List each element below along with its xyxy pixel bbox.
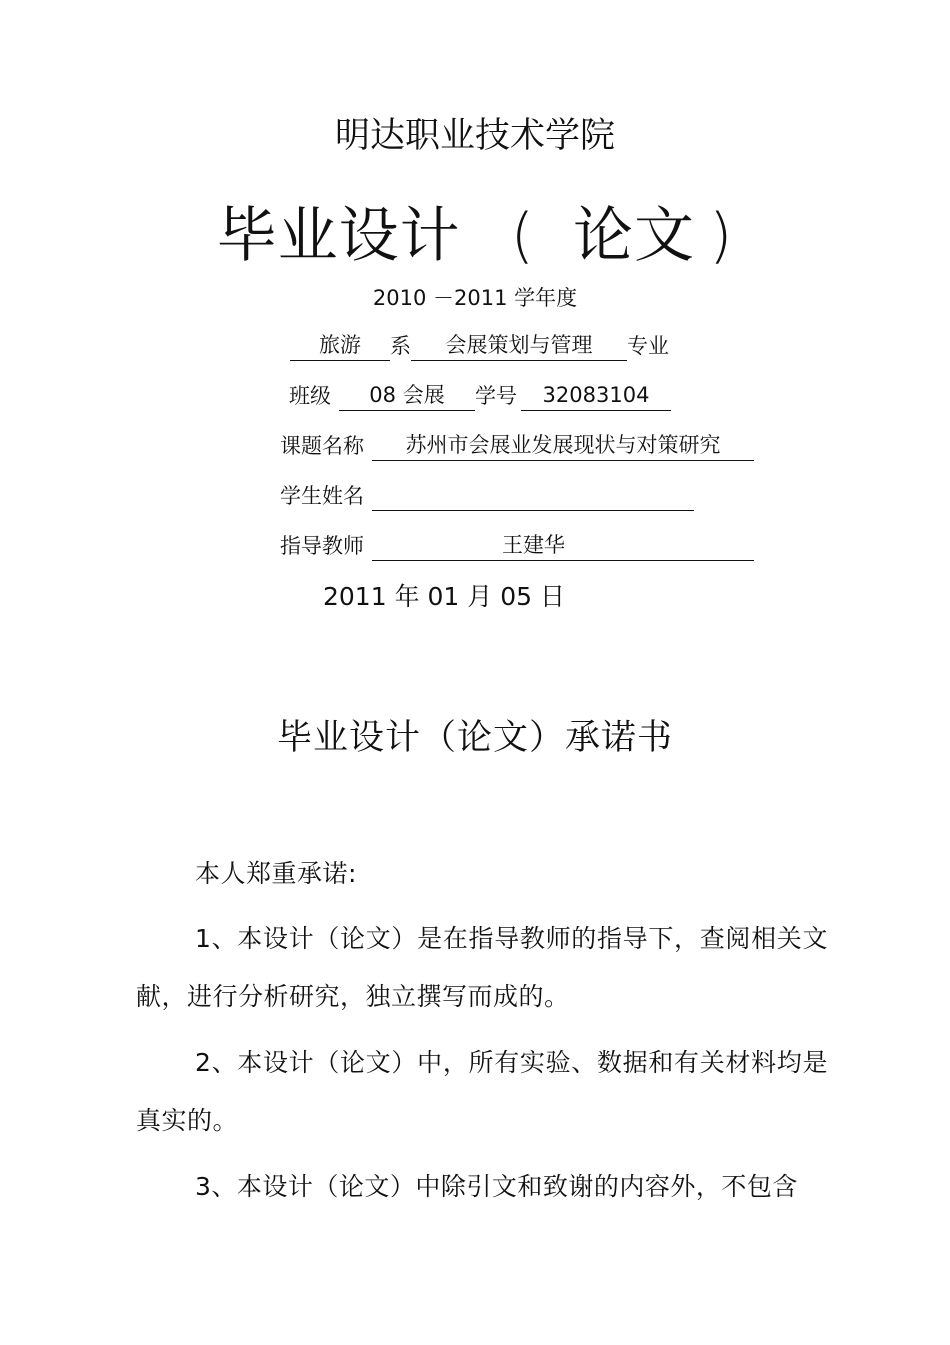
cover-title — [0, 188, 950, 274]
advisor-value: 王建华 — [372, 530, 754, 561]
class-row — [289, 380, 671, 411]
pledge-paragraph-2: 2、本设计（论文）中，所有实验、数据和有关材料均是真实的。 — [136, 1048, 828, 1135]
cover-date: 2011 年 01 月 05 日 — [323, 582, 565, 611]
cover-title-paren-close: ) — [709, 201, 734, 271]
pledge-title: 毕业设计（论文）承诺书 — [276, 718, 673, 758]
student-id-value: 32083104 — [521, 380, 671, 411]
cover-title-paren-text: 论文 — [573, 201, 695, 271]
cover-title-main: 毕业设计 — [216, 201, 461, 271]
department-value: 旅游 — [290, 330, 390, 361]
topic-label: 课题名称 — [280, 434, 364, 458]
pledge-paragraph-intro: 本人郑重承诺: — [195, 859, 357, 888]
department-row — [290, 330, 669, 361]
pledge-paragraph-3: 3、本设计（论文）中除引文和致谢的内容外，不包含 — [195, 1172, 798, 1201]
cover-title-paren-open: ( — [510, 201, 535, 271]
pledge-paragraph-1: 1、本设计（论文）是在指导教师的指导下，查阅相关文献，进行分析研究，独立撰写而成的。 — [136, 924, 828, 1011]
student-name-label: 学生姓名 — [280, 484, 364, 508]
school-name: 明达职业技术学院 — [334, 116, 615, 156]
advisor-label: 指导教师 — [280, 534, 364, 558]
topic-row — [280, 430, 754, 461]
student-name-value — [372, 480, 694, 511]
major-label: 专业 — [627, 334, 669, 358]
student-row — [280, 480, 694, 511]
class-value: 08 会展 — [339, 380, 475, 411]
class-label: 班级 — [289, 384, 331, 408]
academic-year: 2010 －2011 学年度 — [372, 286, 578, 310]
advisor-row — [280, 530, 754, 561]
department-label: 系 — [390, 334, 411, 358]
student-id-label: 学号 — [475, 384, 517, 408]
major-value: 会展策划与管理 — [411, 330, 627, 361]
topic-value: 苏州市会展业发展现状与对策研究 — [372, 430, 754, 461]
